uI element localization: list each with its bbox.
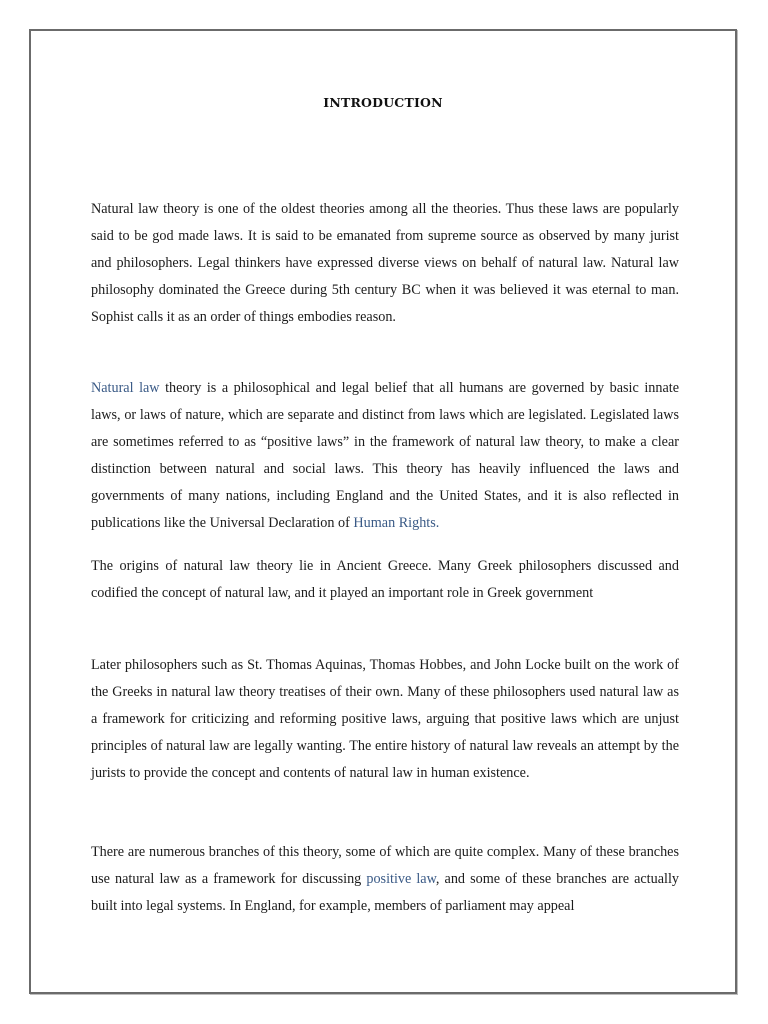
positive-law-link[interactable]: positive law [366,871,436,887]
paragraph-origins-text: The origins of natural law theory lie in Ancient Greece. Many Greek philosophers discussed and codified the concept of natural law, and it played an important role in Greek government [91,558,679,601]
paragraph-definition-text: theory is a philosophical and legal belief that all humans are governed by basic innate laws, or laws of nature, which are separate and distinct from laws which are legislated. Legislated laws are sometimes referred to as “positive laws” in the framework of natural law theory, to make a clear distinction between natural and social laws. This theory has heavily influenced the laws and governments of many nations, including England and the United States, and it is also reflected in publications like the Universal Declaration of [91,380,679,531]
paragraph-later-philosophers [91,652,679,787]
page-title: INTRODUCTION [323,95,443,110]
paragraph-later-philosophers-text: Later philosophers such as St. Thomas Aquinas, Thomas Hobbes, and John Locke built on the work of the Greeks in natural law theory treatises of their own. Many of these philosophers used natural law as a framework for criticizing and reforming positive laws, arguing that positive laws which are unjust principles of natural law are legally wanting. The entire history of natural law reveals an attempt by the jurists to provide the concept and contents of natural law in human existence. [91,657,679,781]
paragraph-branches-text-1: There are numerous branches of this theory, some of which are quite complex. Many of these branches use natural law as a framework for discussing [91,844,679,887]
paragraph-intro [91,196,679,331]
paragraph-origins [91,553,679,607]
paragraph-intro-text: Natural law theory is one of the oldest theories among all the theories. Thus these laws are popularly said to be god made laws. It is said to be emanated from supreme source as observed by many jurist and philosophers. Legal thinkers have expressed diverse views on behalf of natural law. Natural law philosophy dominated the Greece during 5th century BC when it was believed it was eternal to man. Sophist calls it as an order of things embodies reason. [91,201,679,325]
natural-law-link[interactable]: Natural law [91,380,160,396]
paragraph-branches-text-2: , and some of these branches are actually built into legal systems. In England, for example, members of parliament may appeal [91,871,679,914]
document-page [29,29,737,994]
paragraph-branches [91,839,679,920]
paragraph-definition [91,375,679,537]
human-rights-link[interactable]: Human Rights. [353,515,440,531]
